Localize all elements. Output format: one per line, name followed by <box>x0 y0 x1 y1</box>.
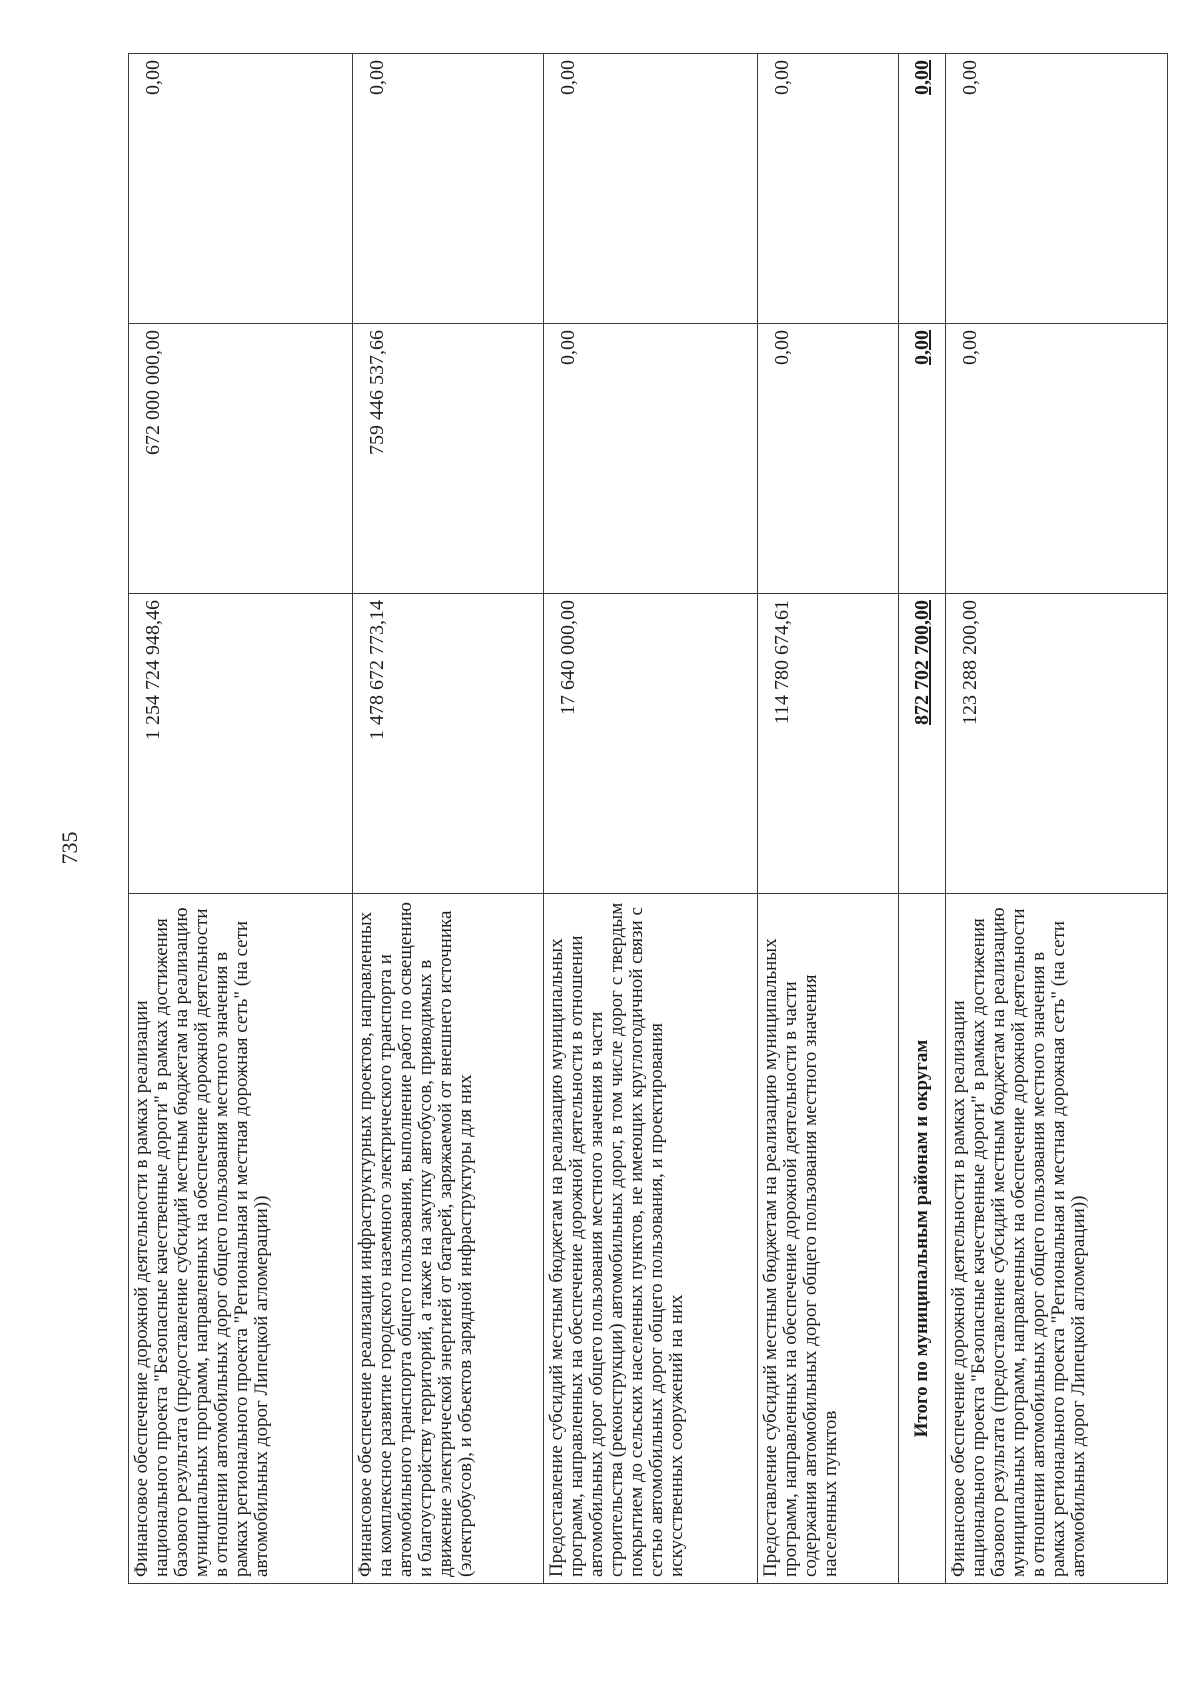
row-description: Финансовое обеспечение дорожной деятельности в рамках реализации национального проекта "Безопасные качественные дороги" в рамках достижения базового результата (предоставление субсидий местным бюджетам на реализацию муниципальных программ, направленных на обеспечение дорожной деятельности в отношении автомобильных дорог общего пользования местного значения в рамках регионального проекта "Региональная и местная дорожная сеть" (на сети автомобильных дорог Липецкой агломерации)) <box>946 894 1168 1584</box>
table-row <box>946 54 1168 1584</box>
total-value-col-2: 0,00 <box>898 324 946 594</box>
value-col-2: 0,00 <box>946 324 1168 594</box>
value-col-1: 1 254 724 948,46 <box>129 594 353 894</box>
value-col-1: 17 640 000,00 <box>543 594 757 894</box>
value-col-2: 0,00 <box>543 324 757 594</box>
total-value-col-1: 872 702 700,00 <box>898 594 946 894</box>
budget-table <box>128 53 1168 1584</box>
value-col-3: 0,00 <box>129 54 353 324</box>
value-col-1: 123 288 200,00 <box>946 594 1168 894</box>
table-row-total <box>898 54 946 1584</box>
page-number: 735 <box>57 831 82 865</box>
value-col-2: 0,00 <box>758 324 899 594</box>
table-row <box>129 54 353 1584</box>
value-col-1: 1 478 672 773,14 <box>353 594 544 894</box>
rotated-table-wrapper <box>128 54 1168 1584</box>
row-description: Финансовое обеспечение реализации инфраструктурных проектов, направленных на комплексное развитие городского наземного электрического транспорта и автомобильного транспорта общего пользования, выполнение работ по освещению и благоустройству территорий, а также на закупку автобусов, приводимых в движение электрической энергией от батарей, заряжаемой от внешнего источника (электробусов), и объектов зарядной инфраструктуры для них <box>353 894 544 1584</box>
value-col-3: 0,00 <box>353 54 544 324</box>
value-col-2: 759 446 537,66 <box>353 324 544 594</box>
row-description: Предоставление субсидий местным бюджетам на реализацию муниципальных программ, направленных на обеспечение дорожной деятельности в отношении автомобильных дорог общего пользования местного значения в части строительства (реконструкции) автомобильных дорог, в том числе дорог с твердым покрытием до сельских населенных пунктов, не имеющих круглогодичной связи с сетью автомобильных дорог общего пользования, и проектирования искусственных сооружений на них <box>543 894 757 1584</box>
table-row <box>543 54 757 1584</box>
value-col-2: 672 000 000,00 <box>129 324 353 594</box>
table-row <box>758 54 899 1584</box>
row-description: Финансовое обеспечение дорожной деятельности в рамках реализации национального проекта "Безопасные качественные дороги" в рамках достижения базового результата (предоставление субсидий местным бюджетам на реализацию муниципальных программ, направленных на обеспечение дорожной деятельности в отношении автомобильных дорог общего пользования местного значения в рамках регионального проекта "Региональная и местная дорожная сеть" (на сети автомобильных дорог Липецкой агломерации)) <box>129 894 353 1584</box>
total-label: Итого по муниципальным районам и округам <box>898 894 946 1584</box>
value-col-3: 0,00 <box>946 54 1168 324</box>
table-row <box>353 54 544 1584</box>
value-col-1: 114 780 674,61 <box>758 594 899 894</box>
total-value-col-3: 0,00 <box>898 54 946 324</box>
row-description: Предоставление субсидий местным бюджетам на реализацию муниципальных программ, направленных на обеспечение дорожной деятельности в части содержания автомобильных дорог общего пользования местного значения населенных пунктов <box>758 894 899 1584</box>
value-col-3: 0,00 <box>758 54 899 324</box>
value-col-3: 0,00 <box>543 54 757 324</box>
